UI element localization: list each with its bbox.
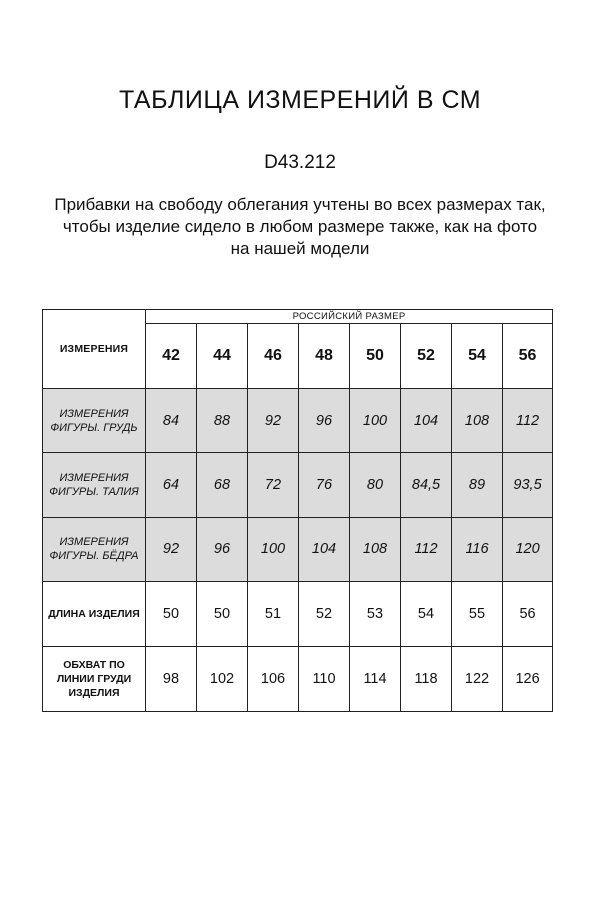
measurement-row: [43, 453, 553, 517]
value-cell: 84: [146, 389, 197, 453]
value-cell: 92: [248, 389, 299, 453]
value-cell: 112: [503, 389, 553, 453]
fit-note: [20, 194, 580, 260]
value-cell: 114: [350, 646, 401, 711]
value-cell: 52: [299, 581, 350, 646]
value-cell: 116: [452, 517, 503, 581]
row-label-line: ЛИНИИ ГРУДИ: [56, 672, 132, 685]
value-cell: 112: [401, 517, 452, 581]
value-cell: 96: [299, 389, 350, 453]
product-code: D43.212: [264, 152, 336, 173]
row-label-line: ФИГУРЫ. БЁДРА: [49, 550, 139, 563]
row-label-line: ИЗМЕРЕНИЯ: [59, 407, 129, 420]
value-cell: 55: [452, 581, 503, 646]
row-label: [43, 581, 146, 646]
row-label-line: ИЗМЕРЕНИЯ: [59, 472, 129, 485]
size-header-56: 56: [503, 324, 553, 389]
row-label-line: ДЛИНА ИЗДЕЛИЯ: [48, 607, 140, 620]
value-cell: 84,5: [401, 453, 452, 517]
size-header-44: 44: [197, 324, 248, 389]
row-label: [43, 389, 146, 453]
row-label: [43, 453, 146, 517]
value-cell: 92: [146, 517, 197, 581]
value-cell: 122: [452, 646, 503, 711]
size-header-50: 50: [350, 324, 401, 389]
measurement-row: [43, 517, 553, 581]
measurement-row: [43, 389, 553, 453]
row-label-line: ФИГУРЫ. ГРУДЬ: [50, 421, 138, 434]
value-cell: 89: [452, 453, 503, 517]
size-header-42: 42: [146, 324, 197, 389]
value-cell: 108: [452, 389, 503, 453]
value-cell: 68: [197, 453, 248, 517]
fit-note-line: Прибавки на свободу облегания учтены во всех размерах так,: [54, 195, 546, 214]
row-label: [43, 517, 146, 581]
value-cell: 88: [197, 389, 248, 453]
value-cell: 51: [248, 581, 299, 646]
fit-note-line: на нашей модели: [230, 239, 370, 258]
measurement-row: [43, 581, 553, 646]
value-cell: 110: [299, 646, 350, 711]
value-cell: 106: [248, 646, 299, 711]
size-chart-table: [42, 309, 553, 712]
value-cell: 126: [503, 646, 553, 711]
value-cell: 54: [401, 581, 452, 646]
russian-size-header: РОССИЙСКИЙ РАЗМЕР: [146, 310, 553, 324]
value-cell: 64: [146, 453, 197, 517]
size-header-48: 48: [299, 324, 350, 389]
value-cell: 100: [248, 517, 299, 581]
value-cell: 118: [401, 646, 452, 711]
size-header-54: 54: [452, 324, 503, 389]
value-cell: 80: [350, 453, 401, 517]
value-cell: 104: [401, 389, 452, 453]
value-cell: 120: [503, 517, 553, 581]
row-label-line: ИЗДЕЛИЯ: [68, 686, 120, 699]
value-cell: 98: [146, 646, 197, 711]
value-cell: 53: [350, 581, 401, 646]
value-cell: 93,5: [503, 453, 553, 517]
page-title: ТАБЛИЦА ИЗМЕРЕНИЙ В СМ: [118, 86, 482, 114]
value-cell: 72: [248, 453, 299, 517]
value-cell: 50: [146, 581, 197, 646]
size-header-52: 52: [401, 324, 452, 389]
value-cell: 50: [197, 581, 248, 646]
value-cell: 56: [503, 581, 553, 646]
value-cell: 100: [350, 389, 401, 453]
value-cell: 104: [299, 517, 350, 581]
value-cell: 108: [350, 517, 401, 581]
row-label-line: ФИГУРЫ. ТАЛИЯ: [49, 486, 139, 499]
fit-note-line: чтобы изделие сидело в любом размере также, как на фото: [62, 217, 538, 236]
size-header-46: 46: [248, 324, 299, 389]
row-label: [43, 646, 146, 711]
row-label-line: ОБХВАТ ПО: [63, 658, 125, 671]
value-cell: 102: [197, 646, 248, 711]
measurement-row: [43, 646, 553, 711]
corner-header: ИЗМЕРЕНИЯ: [43, 310, 146, 389]
value-cell: 76: [299, 453, 350, 517]
value-cell: 96: [197, 517, 248, 581]
row-label-line: ИЗМЕРЕНИЯ: [59, 536, 129, 549]
